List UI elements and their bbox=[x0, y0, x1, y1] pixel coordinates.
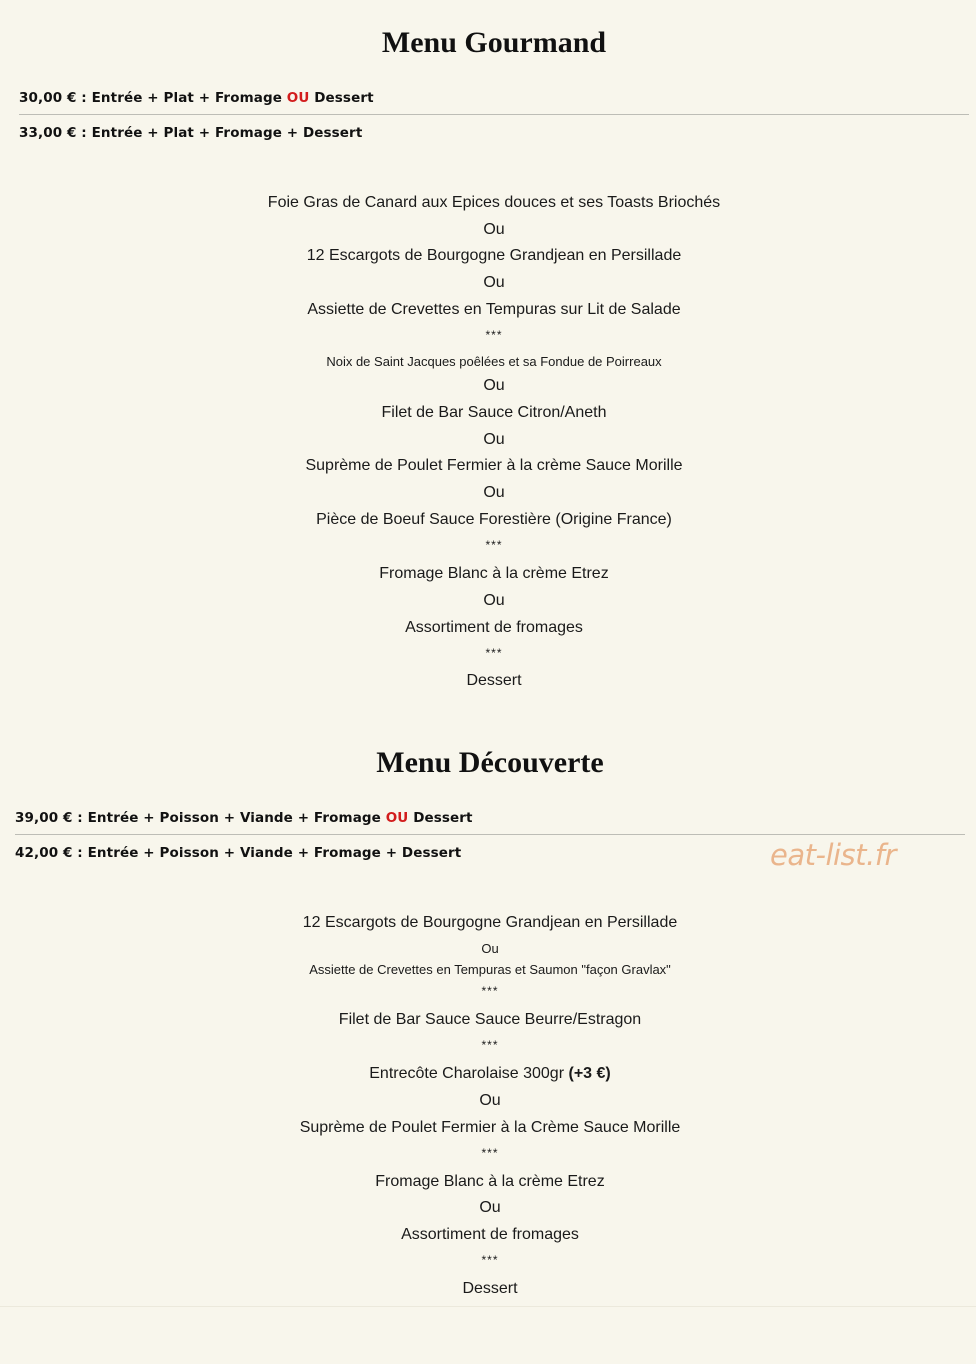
or-separator: Ou bbox=[483, 431, 505, 448]
menu-item: Foie Gras de Canard aux Epices douces et ses Toasts Briochés bbox=[267, 194, 721, 211]
menu-item: Fromage Blanc à la crème Etrez bbox=[375, 1173, 605, 1190]
menu-item-with-supplement bbox=[0, 1065, 976, 1083]
gourmand-price-line-1 bbox=[19, 90, 374, 106]
or-separator: Ou bbox=[483, 592, 505, 609]
menu-item: Dessert bbox=[462, 1280, 518, 1297]
or-keyword: OU bbox=[286, 90, 310, 106]
menu-item: Suprème de Poulet Fermier à la crème Sauce Morille bbox=[305, 457, 683, 474]
price-components: Entrée + Poisson + Viande + Fromage + Dessert bbox=[87, 845, 462, 861]
price-components-end: Dessert bbox=[413, 810, 473, 826]
menu-item: Assortiment de fromages bbox=[405, 619, 583, 636]
gourmand-price-line-2 bbox=[19, 125, 362, 141]
content-bottom-edge bbox=[0, 1306, 976, 1307]
price-components: Entrée + Plat + Fromage bbox=[91, 90, 282, 106]
or-separator: Ou bbox=[483, 377, 505, 394]
menu-item: Filet de Bar Sauce Citron/Aneth bbox=[381, 404, 607, 421]
price-amount: 42,00 € : bbox=[15, 845, 83, 861]
menu-item: Suprème de Poulet Fermier à la Crème Sauce Morille bbox=[299, 1119, 681, 1136]
menu-item: Dessert bbox=[466, 672, 522, 689]
course-separator: *** bbox=[481, 984, 499, 998]
price-components-end: Dessert bbox=[314, 90, 374, 106]
or-keyword: OU bbox=[385, 810, 409, 826]
or-separator: Ou bbox=[483, 221, 505, 238]
or-separator: Ou bbox=[479, 1199, 501, 1216]
course-separator: *** bbox=[485, 646, 503, 660]
menu-item: Filet de Bar Sauce Sauce Beurre/Estragon bbox=[338, 1011, 642, 1028]
or-separator: Ou bbox=[479, 1092, 501, 1109]
price-amount: 33,00 € : bbox=[19, 125, 87, 141]
or-separator: Ou bbox=[483, 484, 505, 501]
menu-item: Assortiment de fromages bbox=[401, 1226, 579, 1243]
course-separator: *** bbox=[481, 1253, 499, 1267]
menu-item-name: Entrecôte Charolaise 300gr bbox=[369, 1065, 565, 1082]
gourmand-price-divider bbox=[19, 114, 969, 115]
price-components: Entrée + Plat + Fromage + Dessert bbox=[91, 125, 363, 141]
price-amount: 39,00 € : bbox=[15, 810, 83, 826]
menu-gourmand-title: Menu Gourmand bbox=[381, 26, 607, 59]
decouverte-price-line-1 bbox=[15, 810, 473, 826]
eat-list-watermark: eat-list.fr bbox=[770, 838, 896, 872]
decouverte-price-line-2 bbox=[15, 845, 461, 861]
menu-decouverte-title: Menu Découverte bbox=[376, 746, 604, 779]
decouverte-price-divider bbox=[15, 834, 965, 835]
menu-item: 12 Escargots de Bourgogne Grandjean en Persillade bbox=[306, 247, 682, 264]
or-separator: Ou bbox=[481, 941, 499, 956]
price-components: Entrée + Poisson + Viande + Fromage bbox=[87, 810, 381, 826]
menu-item: Assiette de Crevettes en Tempuras sur Lit de Salade bbox=[307, 301, 681, 318]
or-separator: Ou bbox=[483, 274, 505, 291]
price-amount: 30,00 € : bbox=[19, 90, 87, 106]
course-separator: *** bbox=[481, 1146, 499, 1160]
menu-item: Fromage Blanc à la crème Etrez bbox=[379, 565, 609, 582]
menu-item: 12 Escargots de Bourgogne Grandjean en Persillade bbox=[302, 914, 678, 931]
menu-item: Noix de Saint Jacques poêlées et sa Fondue de Poirreaux bbox=[326, 354, 662, 369]
course-separator: *** bbox=[481, 1038, 499, 1052]
supplement-price: (+3 €) bbox=[568, 1065, 611, 1082]
menu-item: Pièce de Boeuf Sauce Forestière (Origine France) bbox=[316, 511, 672, 528]
menu-item: Assiette de Crevettes en Tempuras et Saumon "façon Gravlax" bbox=[309, 962, 671, 977]
course-separator: *** bbox=[485, 538, 503, 552]
course-separator: *** bbox=[485, 328, 503, 342]
